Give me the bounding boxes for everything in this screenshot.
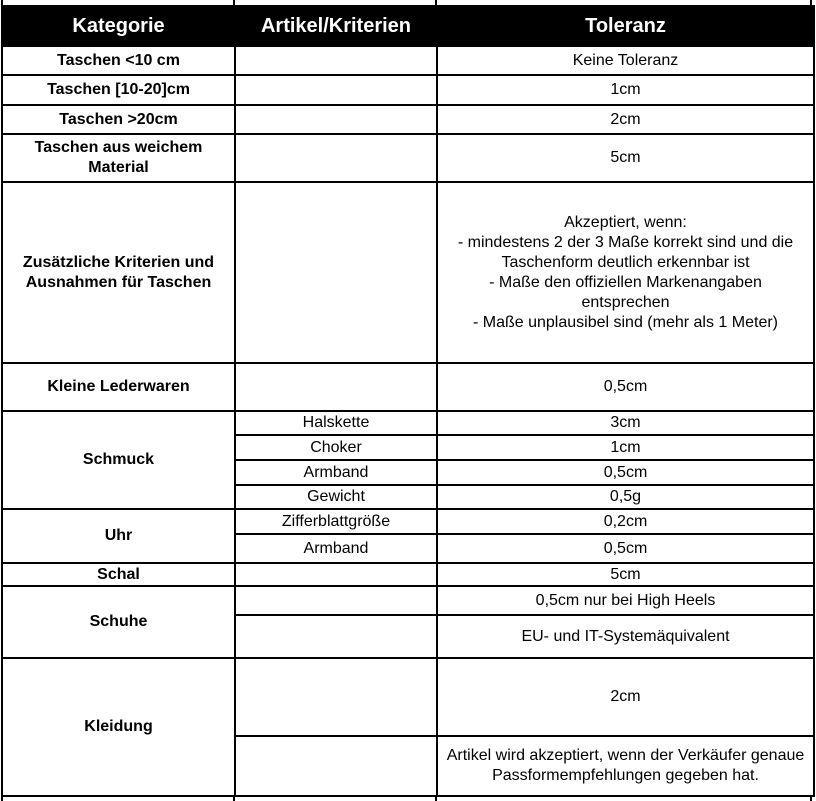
tolerance-line: Artikel wird akzeptiert, wenn der Verkäufer genaue [446, 747, 805, 764]
col-header-artikel-kriterien: Artikel/Kriterien [235, 6, 437, 46]
tolerance-cell: 5cm [437, 563, 814, 586]
criterion-cell [235, 105, 437, 134]
grid-line-stub [435, 0, 437, 5]
category-kleidung: Kleidung [2, 658, 235, 796]
tolerance-cell: 2cm [437, 658, 814, 736]
tolerance-cell: 0,2cm [437, 509, 814, 534]
tolerance-cell: 2cm [437, 105, 814, 134]
tolerance-cell: 0,5cm [437, 534, 814, 563]
tolerance-cell: 1cm [437, 435, 814, 460]
criterion-cell [235, 586, 437, 615]
table-row [2, 105, 814, 134]
category-schmuck: Schmuck [2, 411, 235, 509]
criterion-cell [235, 658, 437, 736]
criterion-cell [235, 736, 437, 796]
category-taschen-weiches-material: Taschen aus weichem Material [2, 134, 235, 182]
criterion-cell [235, 182, 437, 363]
grid-line-stub [1, 0, 3, 5]
cropped-row-above [0, 0, 816, 5]
tolerance-cell [437, 182, 814, 363]
tolerance-cell: 0,5cm [437, 363, 814, 411]
criterion-zifferblattgroesse: Zifferblattgröße [235, 509, 437, 534]
category-zusaetzliche-kriterien: Zusätzliche Kriterien und Ausnahmen für Taschen [2, 182, 235, 363]
tolerance-multiline [444, 746, 807, 786]
tolerance-line: entsprechen [581, 293, 670, 311]
criterion-cell [235, 615, 437, 658]
grid-line-stub [1, 797, 3, 801]
table-row [2, 586, 814, 615]
table-row [2, 134, 814, 182]
tolerance-line: Taschenform deutlich erkennbar ist [501, 253, 750, 271]
grid-line-stub [810, 0, 812, 5]
criterion-cell [235, 46, 437, 75]
criterion-cell [235, 563, 437, 586]
grid-line-stub [233, 797, 235, 801]
tolerance-cell: 3cm [437, 411, 814, 435]
tolerance-cell: 0,5g [437, 485, 814, 509]
cropped-row-below [0, 797, 816, 801]
category-uhr: Uhr [2, 509, 235, 563]
category-schuhe: Schuhe [2, 586, 235, 658]
table-row [2, 46, 814, 75]
tolerance-cell: 0,5cm nur bei High Heels [437, 586, 814, 615]
tolerance-cell: Keine Toleranz [437, 46, 814, 75]
criterion-cell [235, 75, 437, 105]
criterion-gewicht: Gewicht [235, 485, 437, 509]
tolerance-cell: 0,5cm [437, 460, 814, 485]
criterion-cell [235, 134, 437, 182]
header-row [2, 6, 814, 46]
grid-line-stub [810, 797, 812, 801]
table-row [2, 509, 814, 534]
table-row [2, 658, 814, 736]
criterion-choker: Choker [235, 435, 437, 460]
tolerance-cell: EU- und IT-Systemäquivalent [437, 615, 814, 658]
table-row [2, 363, 814, 411]
tolerance-multiline [444, 213, 807, 333]
category-schal: Schal [2, 563, 235, 586]
tolerance-line: - Maße den offiziellen Markenangaben [489, 273, 762, 291]
tolerance-table [1, 5, 815, 797]
category-taschen-ueber-20cm: Taschen >20cm [2, 105, 235, 134]
table-row [2, 75, 814, 105]
tolerance-line: - mindestens 2 der 3 Maße korrekt sind und die [457, 233, 794, 251]
table-row [2, 563, 814, 586]
table-row [2, 182, 814, 363]
category-kleine-lederwaren: Kleine Lederwaren [2, 363, 235, 411]
criterion-armband-uhr: Armband [235, 534, 437, 563]
tolerance-cell: 1cm [437, 75, 814, 105]
tolerance-line: - Maße unplausibel sind (mehr als 1 Meter) [472, 313, 778, 331]
col-header-kategorie: Kategorie [2, 6, 235, 46]
tolerance-line: Passformempfehlungen gegeben hat. [492, 767, 759, 784]
category-taschen-10-20cm: Taschen [10-20]cm [2, 75, 235, 105]
col-header-toleranz: Toleranz [437, 6, 814, 46]
table-row [2, 411, 814, 435]
tolerance-line: Akzeptiert, wenn: [564, 213, 687, 231]
grid-line-stub [435, 797, 437, 801]
tolerance-cell: 5cm [437, 134, 814, 182]
criterion-halskette: Halskette [235, 411, 437, 435]
criterion-cell [235, 363, 437, 411]
category-taschen-unter-10cm: Taschen <10 cm [2, 46, 235, 75]
grid-line-stub [233, 0, 235, 5]
tolerance-cell [437, 736, 814, 796]
criterion-armband: Armband [235, 460, 437, 485]
